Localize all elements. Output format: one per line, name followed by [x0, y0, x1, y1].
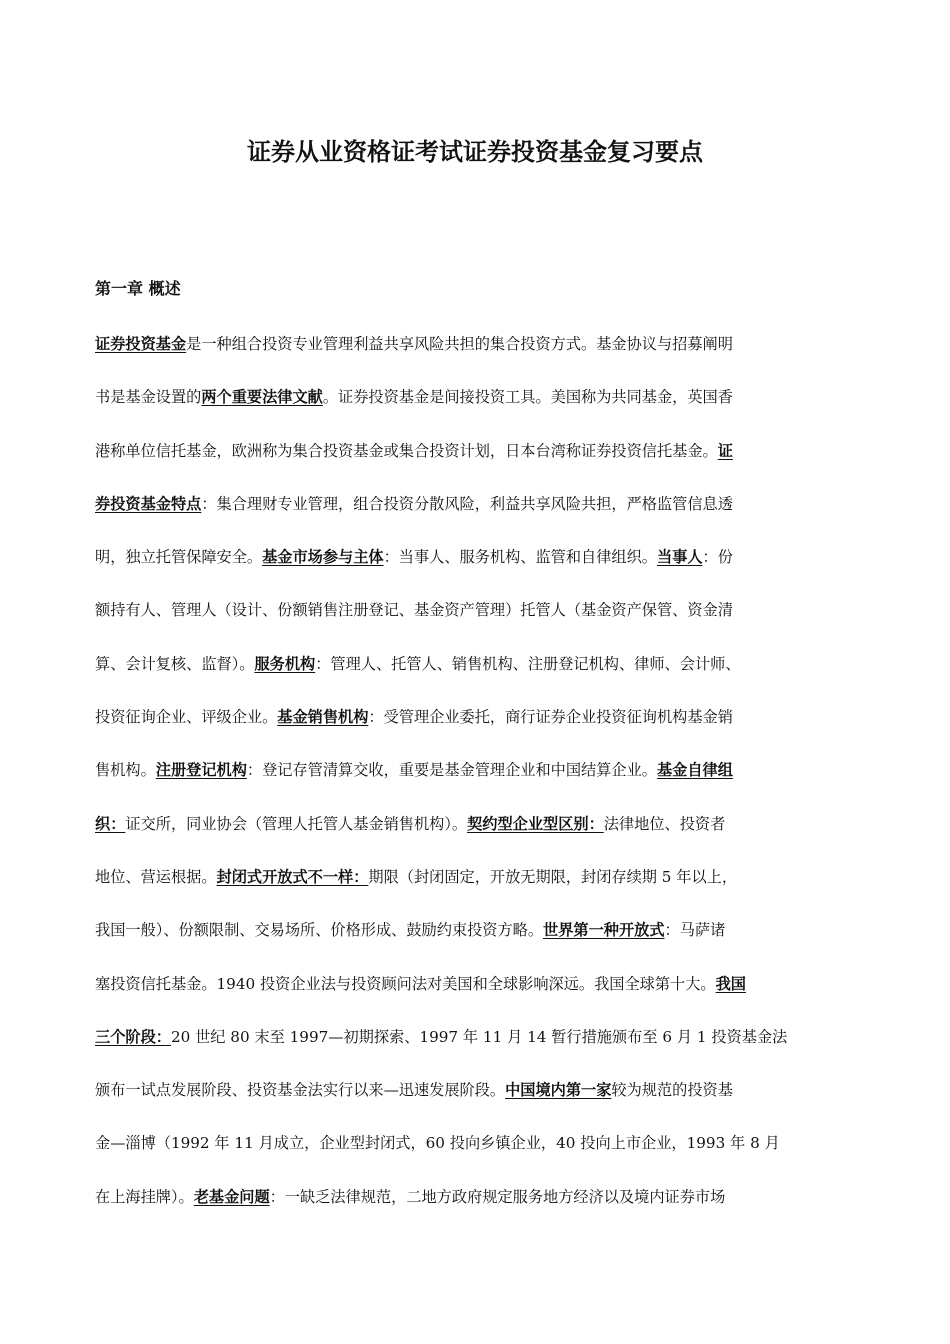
text-segment: 投资征询企业、评级企业。 [95, 708, 278, 727]
body-text [95, 318, 807, 1224]
text-line [95, 1117, 807, 1170]
key-term: 世界第一种开放式 [543, 921, 665, 940]
text-segment: 证交所，同业协会（管理人托管人基金销售机构）。 [125, 814, 468, 833]
key-term: 券投资基金特点 [95, 494, 202, 513]
key-term: 织： [95, 814, 126, 833]
text-line [95, 691, 807, 744]
text-segment: 法律地位、投资者 [603, 814, 726, 833]
text-segment: 是一种组合投资专业管理利益共享风险共担的集合投资方式。基金协议与招募阐明 [186, 335, 733, 353]
text-line [95, 371, 807, 424]
text-line [95, 638, 807, 691]
key-term: 封闭式开放式不一样： [216, 867, 369, 886]
text-line [95, 318, 807, 371]
text-segment: 金—淄博（1992 年 11 月成立，企业型封闭式，60 投向乡镇企业，40 投向上市企业，1993 年 8 月 [95, 1134, 780, 1153]
text-segment: 港称单位信托基金，欧洲称为集合投资基金或集合投资计划，日本台湾称证券投资信托基金。 [95, 441, 718, 460]
chapter-heading: 第一章 概述 [95, 279, 181, 298]
text-line [95, 904, 807, 957]
key-term: 证 [717, 441, 733, 460]
text-segment: ：管理人、托管人、销售机构、注册登记机构、律师、会计师、 [315, 654, 741, 673]
text-segment: 塞投资信托基金。1940 投资企业法与投资顾问法对美国和全球影响深远。我国全球第十大。 [95, 974, 716, 993]
text-line [95, 531, 807, 584]
key-term: 基金市场参与主体 [262, 548, 384, 567]
text-line [95, 744, 807, 797]
text-line [95, 1011, 807, 1064]
text-segment: 售机构。 [95, 761, 156, 780]
text-segment: 书是基金设置的 [95, 388, 202, 407]
text-segment: 额持有人、管理人（设计、份额销售注册登记、基金资产管理）托管人（基金资产保管、资金清 [95, 601, 733, 620]
text-segment: 。证券投资基金是间接投资工具。美国称为共同基金，英国香 [322, 388, 733, 407]
text-segment: ：当事人、服务机构、监管和自律组织。 [383, 548, 657, 567]
key-term: 三个阶段： [95, 1027, 171, 1046]
text-segment: ：集合理财专业管理，组合投资分散风险，利益共享风险共担，严格监管信息透 [201, 494, 733, 513]
text-segment: 我国一般）、份额限制、交易场所、价格形成、鼓励约束投资方略。 [95, 921, 544, 940]
text-segment: 较为规范的投资基 [611, 1081, 733, 1100]
text-segment: 在上海挂牌）。 [95, 1187, 194, 1206]
text-line [95, 1171, 807, 1224]
text-segment: 20 世纪 80 末至 1997—初期探索、1997 年 11 月 14 暂行措施颁布至 6 月 1 投资基金法 [170, 1027, 788, 1046]
key-term: 证券投资基金 [95, 335, 187, 353]
key-term: 老基金问题 [193, 1187, 270, 1206]
key-term: 当事人 [656, 548, 703, 567]
text-line [95, 584, 807, 637]
document-title: 证券从业资格证考试证券投资基金复习要点 [247, 138, 703, 166]
text-line [95, 478, 807, 531]
text-segment: ：登记存管清算交收，重要是基金管理企业和中国结算企业。 [246, 761, 657, 780]
text-line [95, 425, 807, 478]
key-term: 注册登记机构 [155, 761, 247, 780]
text-segment: 期限（封闭固定，开放无期限，封闭存续期 5 年以上， [368, 867, 738, 886]
text-line [95, 851, 807, 904]
text-segment: ：受管理企业委托，商行证券企业投资征询机构基金销 [368, 708, 733, 727]
text-segment: 地位、营运根据。 [95, 867, 217, 886]
text-segment: 算、会计复核、监督）。 [95, 654, 255, 673]
text-segment: 颁布一试点发展阶段、投资基金法实行以来—迅速发展阶段。 [95, 1081, 506, 1100]
key-term: 服务机构 [254, 654, 316, 673]
text-segment: ：份 [702, 548, 733, 567]
key-term: 我国 [715, 974, 746, 993]
text-segment: ：马萨诸 [664, 921, 726, 940]
text-segment: 明，独立托管保障安全。 [95, 548, 263, 567]
text-segment: ：一缺乏法律规范，二地方政府规定服务地方经济以及境内证券市场 [269, 1187, 726, 1206]
key-term: 基金自律组 [656, 761, 733, 780]
key-term: 两个重要法律文献 [201, 388, 323, 407]
key-term: 契约型企业型区别： [467, 814, 604, 833]
key-term: 基金销售机构 [277, 708, 369, 727]
text-line [95, 1064, 807, 1117]
key-term: 中国境内第一家 [505, 1081, 612, 1100]
text-line [95, 798, 807, 851]
text-line [95, 958, 807, 1011]
